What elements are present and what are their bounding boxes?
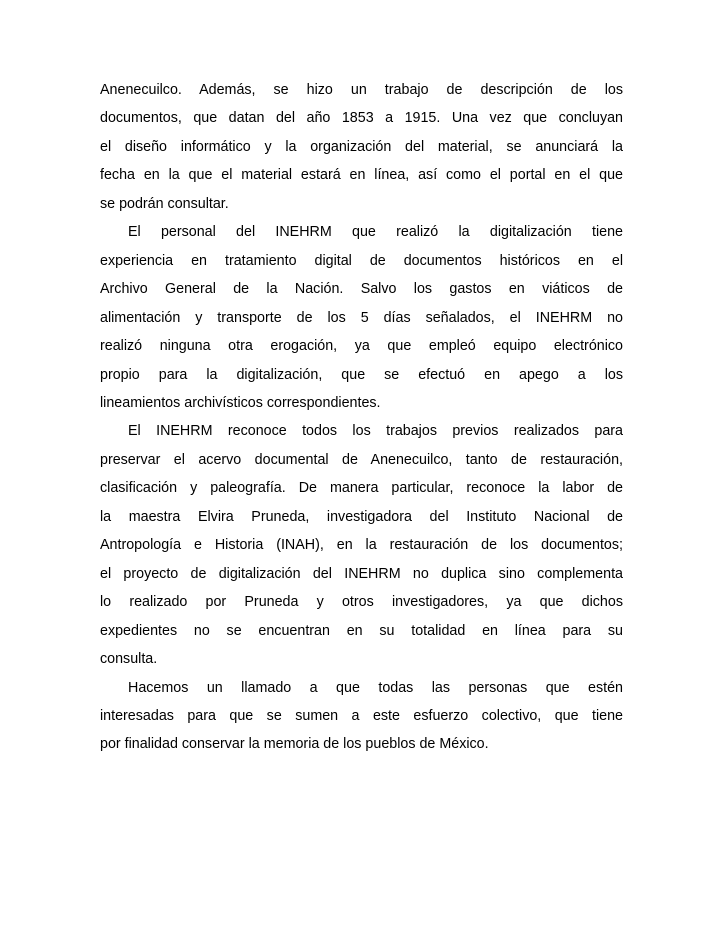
paragraph (100, 218, 623, 417)
text-line: El INEHRM reconoce todos los trabajos previos realizados para (128, 423, 623, 440)
text-line: El personal del INEHRM que realizó la digitalización tiene (128, 224, 623, 241)
text-line: Hacemos un llamado a que todas las personas que estén (128, 679, 623, 696)
text-line: por finalidad conservar la memoria de los pueblos de México. (100, 736, 489, 753)
text-line: lo realizado por Pruneda y otros investigadores, ya que dichos (100, 594, 623, 611)
text-line: experiencia en tratamiento digital de documentos históricos en el (100, 252, 623, 269)
text-line: el proyecto de digitalización del INEHRM no duplica sino complementa (100, 565, 623, 582)
text-line: consulta. (100, 651, 158, 668)
text-line: interesadas para que se sumen a este esfuerzo colectivo, que tiene (100, 707, 623, 724)
document-body (100, 76, 623, 759)
text-line: se podrán consultar. (100, 195, 229, 212)
text-line: fecha en la que el material estará en línea, así como el portal en el que (100, 167, 623, 184)
text-line: realizó ninguna otra erogación, ya que empleó equipo electrónico (100, 338, 623, 355)
text-line: Anenecuilco. Además, se hizo un trabajo de descripción de los (100, 82, 623, 98)
text-line: preservar el acervo documental de Anenecuilco, tanto de restauración, (100, 451, 623, 468)
text-line: clasificación y paleografía. De manera particular, reconoce la labor de (100, 480, 623, 497)
text-line: alimentación y transporte de los 5 días señalados, el INEHRM no (100, 309, 623, 326)
text-line: la maestra Elvira Pruneda, investigadora del Instituto Nacional de (100, 508, 623, 525)
paragraph (100, 674, 623, 759)
text-line: propio para la digitalización, que se efectuó en apego a los (100, 366, 623, 383)
paragraph (100, 417, 623, 673)
paragraph (100, 76, 623, 218)
text-line: documentos, que datan del año 1853 a 1915. Una vez que concluyan (100, 110, 623, 127)
text-line: lineamientos archivísticos correspondientes. (100, 394, 381, 411)
text-line: Antropología e Historia (INAH), en la restauración de los documentos; (100, 537, 623, 554)
text-line: expedientes no se encuentran en su totalidad en línea para su (100, 622, 623, 639)
text-line: el diseño informático y la organización del material, se anunciará la (100, 138, 623, 155)
text-line: Archivo General de la Nación. Salvo los gastos en viáticos de (100, 281, 623, 298)
